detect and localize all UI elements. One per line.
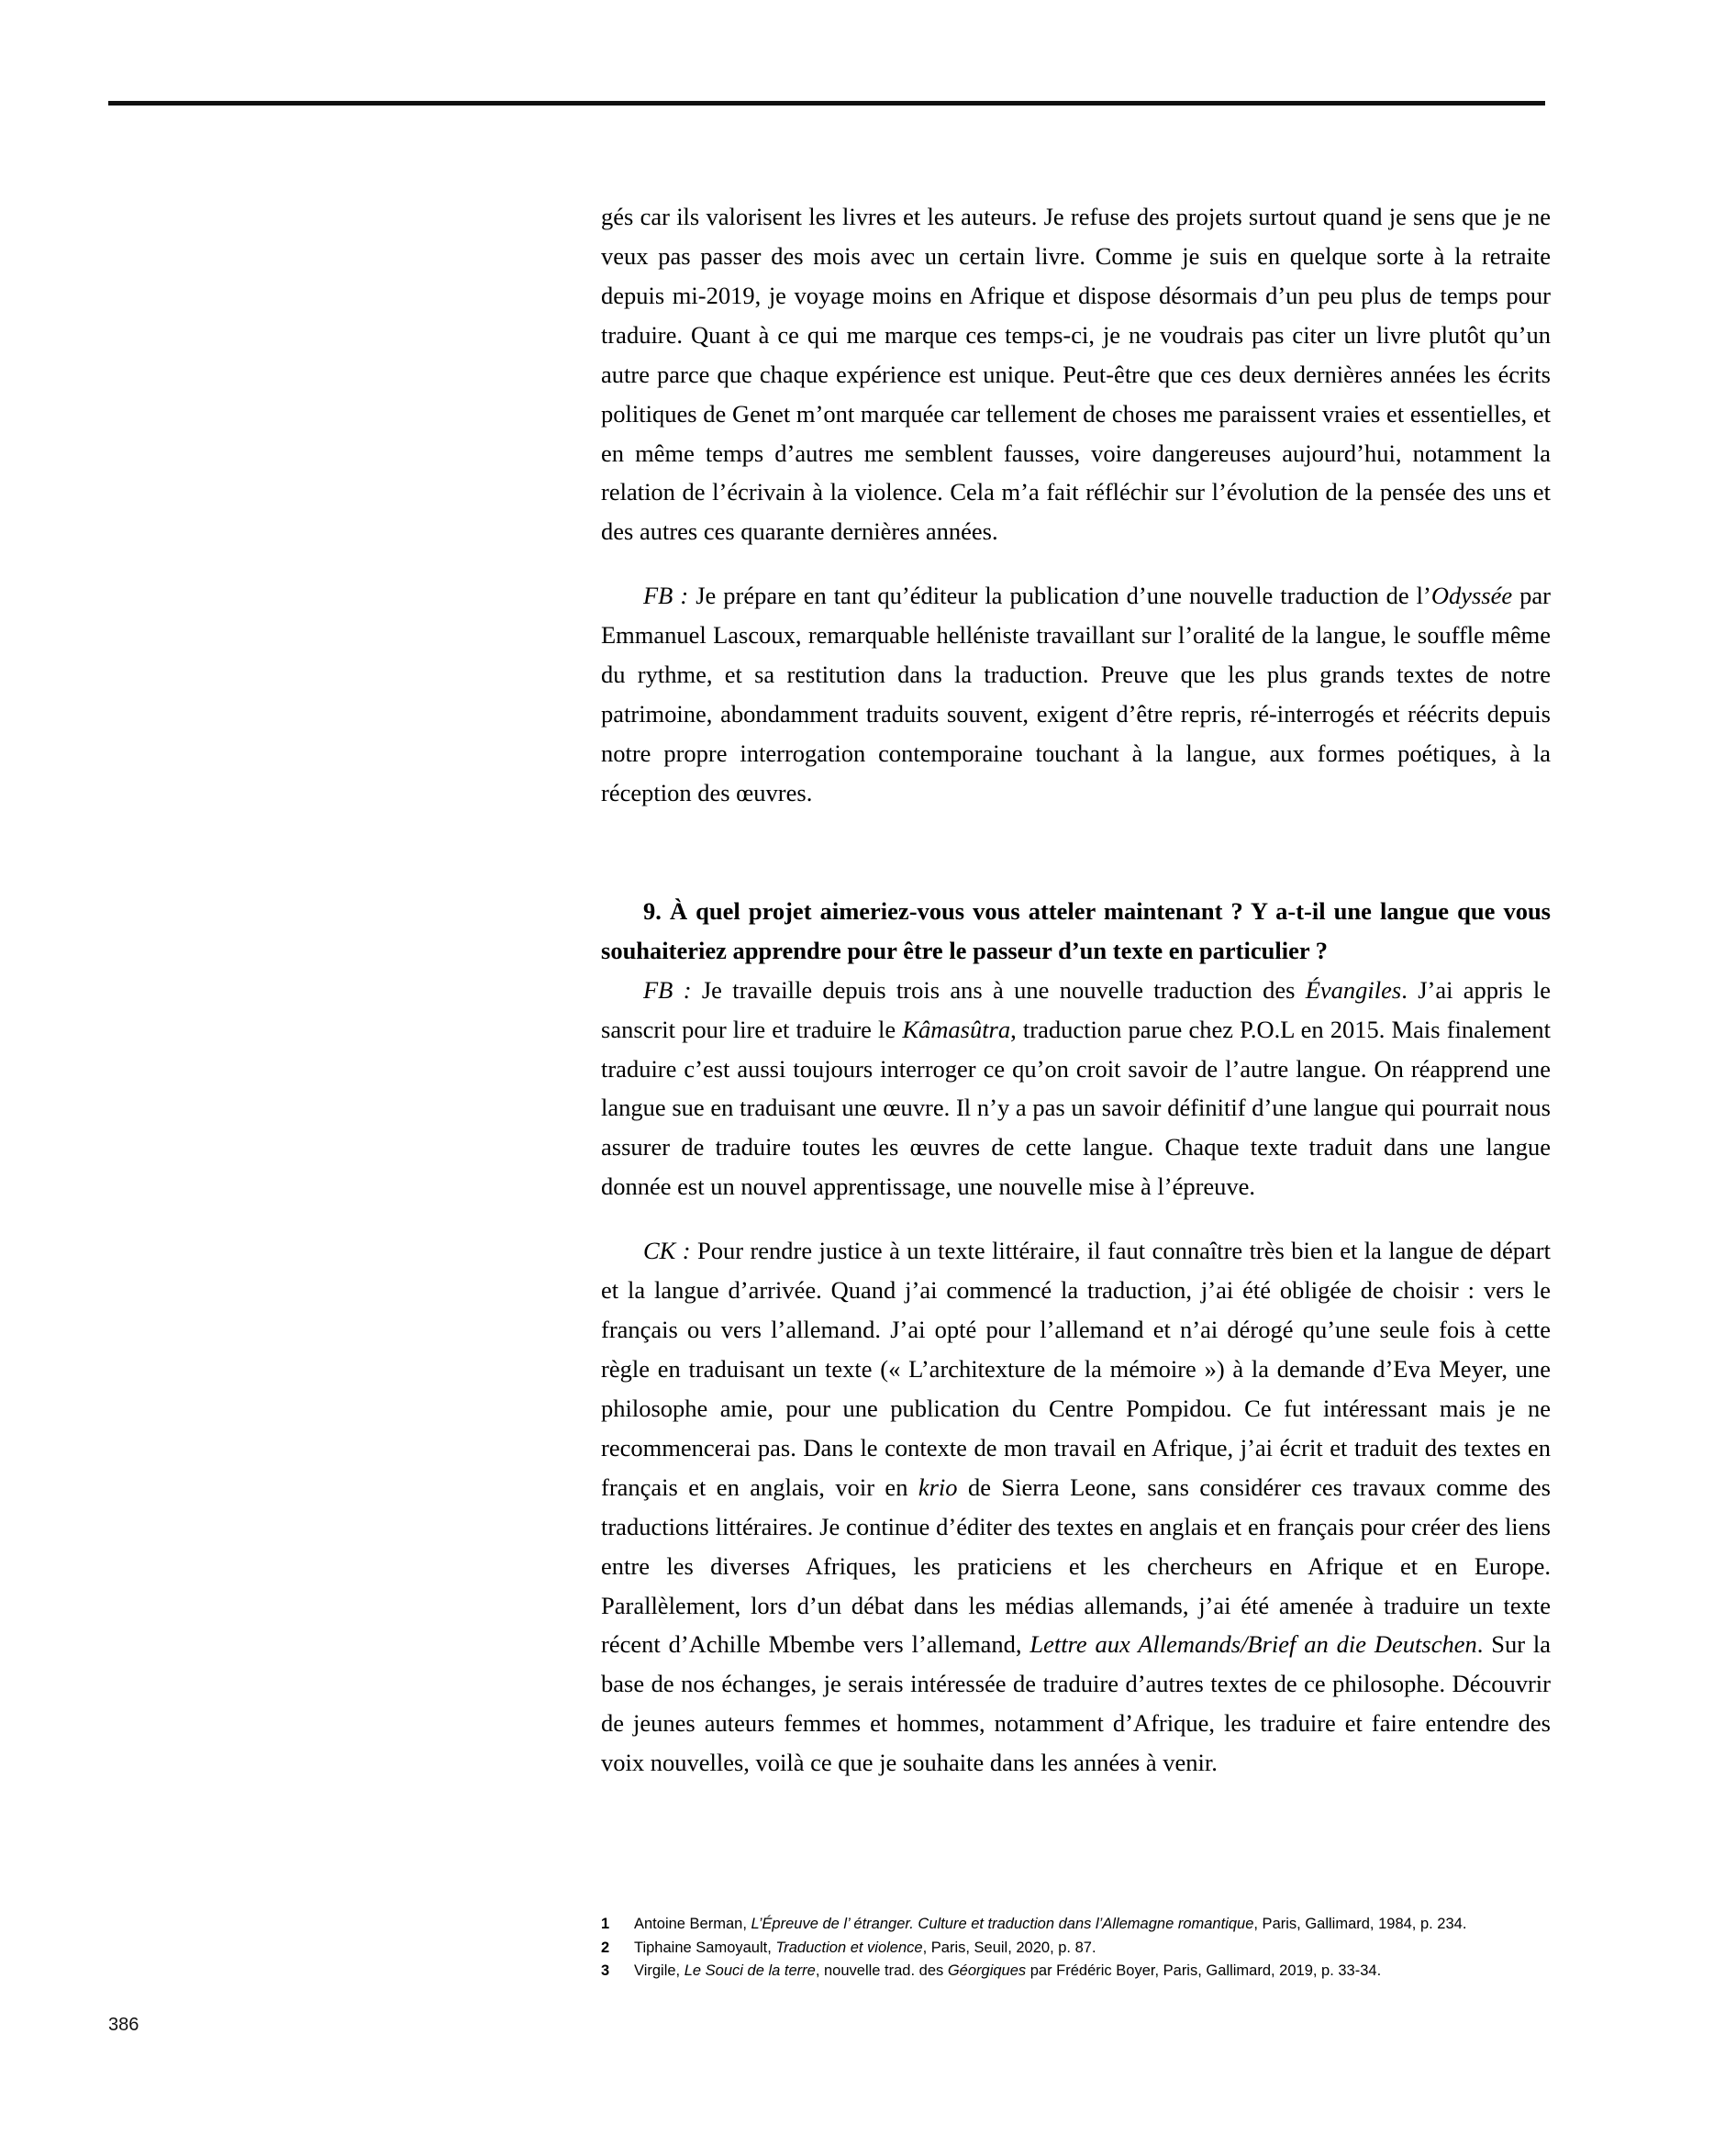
work-title-kamasutra: Kâmasûtra: [902, 1015, 1011, 1043]
footnote-text: [634, 1937, 1096, 1961]
speaker-label-fb-2: FB :: [643, 975, 692, 1004]
text-column: [601, 197, 1551, 1783]
footnote-title-2: Géorgiques: [947, 1962, 1027, 1980]
paragraph-continued: [601, 197, 1551, 551]
para3-text-a: Je travaille depuis trois ans à une nouvelle traduction des: [691, 975, 1306, 1004]
para4-text-a: Pour rendre justice à un texte littéraire, il faut connaître très bien et la langue de départ et la langue d’arrivée. Quand j’ai commencé la traduction, j’ai été obligée de choisir : vers le français ou vers l’allemand. J’ai opté pour l’allemand et n’ai dérogé qu’une seule fois à cette règle en traduisant un texte (« L’architexture de la mémoire ») à la demande d’Eva Meyer, une philosophe amie, pour une publication du Centre Pompidou. Ce fut intéressant mais je ne recommencerai pas. Dans le contexte de mon travail en Afrique, j’ai écrit et traduit des textes en français et en anglais, voir en: [601, 1237, 1551, 1501]
footnote-text-pre: Antoine Berman,: [634, 1916, 751, 1932]
paragraph-fb-odyssee: [601, 576, 1551, 813]
para3-text-b: . J’ai appris le sanscrit pour lire et traduire le: [601, 975, 1552, 1043]
speaker-label-ck: CK :: [643, 1237, 691, 1265]
para4-text-b: de Sierra Leone, sans considérer ces travaux comme des traductions littéraires. Je continue d’éditer des textes en anglais et en français pour créer des liens entre les diverses Afriques, les praticiens et les chercheurs en Afrique et en Europe. Parallèlement, lors d’un débat dans les médias allemands, j’ai été amenée à traduire un texte récent d’Achille Mbembe vers l’allemand,: [601, 1473, 1551, 1659]
para4-text-c: . Sur la base de nos échanges, je serais intéressée de traduire d’autres textes de ce philosophe. Découvrir de jeunes auteurs femmes et hommes, notamment d’Afrique, les traduire et faire entendre des voix nouvelles, voilà ce que je souhaite dans les années à venir.: [601, 1630, 1551, 1777]
footnote-title: Traduction et violence: [775, 1939, 923, 1956]
footnote-text: [634, 1913, 1466, 1937]
work-title-evangiles: Évangiles: [1305, 975, 1402, 1004]
footnote-item: [601, 1937, 1551, 1961]
question-heading-9: 9. À quel projet aimeriez-vous vous atteler maintenant ? Y a-t-il une langue que vous souhaiteriez apprendre pour être le passeur d’un texte en particulier ?: [601, 896, 1551, 964]
footnote-text-pre: Virgile,: [634, 1962, 684, 1980]
header-rule: [108, 101, 1545, 106]
para2-text-b: par Emmanuel Lascoux, remarquable helléniste travaillant sur l’oralité de la langue, le souffle même du rythme, et sa restitution dans la traduction. Preuve que les plus grands textes de notre patrimoine, abondamment traduits souvent, exigent d’être repris, ré-interrogés et réécrits depuis notre propre interrogation contemporaine touchant à la langue, aux formes poétiques, à la réception des œuvres.: [601, 582, 1552, 806]
footnote-title: L’Épreuve de l’ étranger. Culture et traduction dans l’Allemagne romantique: [751, 1916, 1254, 1932]
speaker-label-fb: FB :: [643, 582, 689, 610]
paragraph-continued-text: gés car ils valorisent les livres et les auteurs. Je refuse des projets surtout quand je sens que je ne veux pas passer des mois avec un certain livre. Comme je suis en quelque sorte à la retraite depuis mi-2019, je voyage moins en Afrique et dispose désormais d’un peu plus de temps pour traduire. Quant à ce qui me marque ces temps-ci, je ne voudrais pas citer un livre plutôt qu’un autre parce que chaque expérience est unique. Peut-être que ces deux dernières années les écrits politiques de Genet m’ont marquée car tellement de choses me paraissent vraies et essentielles, et en même temps d’autres me semblent fausses, voire dangereuses aujourd’hui, notamment la relation de l’écrivain à la violence. Cela m’a fait réfléchir sur l’évolution de la pensée des uns et des autres ces quarante dernières années.: [601, 203, 1551, 546]
footnote-number: 1: [601, 1916, 610, 1932]
paragraph-fb-evangiles: [601, 971, 1551, 1207]
paragraph-ck: [601, 1231, 1551, 1783]
footnotes-block: [601, 1913, 1551, 1984]
footnote-text-post: , nouvelle trad. des: [815, 1962, 948, 1980]
work-title-lettre-aux-allemands: Lettre aux Allemands/Brief an die Deutschen: [1029, 1630, 1477, 1659]
footnote-title: Le Souci de la terre: [684, 1962, 816, 1980]
para2-text-a: Je prépare en tant qu’éditeur la publication d’une nouvelle traduction de l’: [688, 582, 1431, 610]
footnote-number: 2: [601, 1939, 610, 1956]
footnote-text-post: , Paris, Gallimard, 1984, p. 234.: [1253, 1916, 1467, 1932]
footnote-item: [601, 1960, 1551, 1984]
work-title-odyssee: Odyssée: [1430, 582, 1513, 610]
footnote-text-pre: Tiphaine Samoyault,: [634, 1939, 776, 1956]
footnote-number: 3: [601, 1962, 610, 1980]
footnote-text: [634, 1960, 1381, 1984]
term-krio: krio: [918, 1473, 958, 1501]
footnote-text-post-2: par Frédéric Boyer, Paris, Gallimard, 2019, p. 33-34.: [1026, 1962, 1382, 1980]
footnote-text-post: , Paris, Seuil, 2020, p. 87.: [922, 1939, 1096, 1956]
footnote-item: [601, 1913, 1551, 1937]
page-number: 386: [108, 2015, 139, 2035]
para3-text-c: , traduction parue chez P.O.L en 2015. Mais finalement traduire c’est aussi toujours interroger ce qu’on croit savoir de l’autre langue. On réapprend une langue sue en traduisant une œuvre. Il n’y a pas un savoir définitif d’une langue qui pourrait nous assurer de traduire toutes les œuvres de cette langue. Chaque texte traduit dans une langue donnée est un nouvel apprentissage, une nouvelle mise à l’épreuve.: [601, 1015, 1551, 1201]
